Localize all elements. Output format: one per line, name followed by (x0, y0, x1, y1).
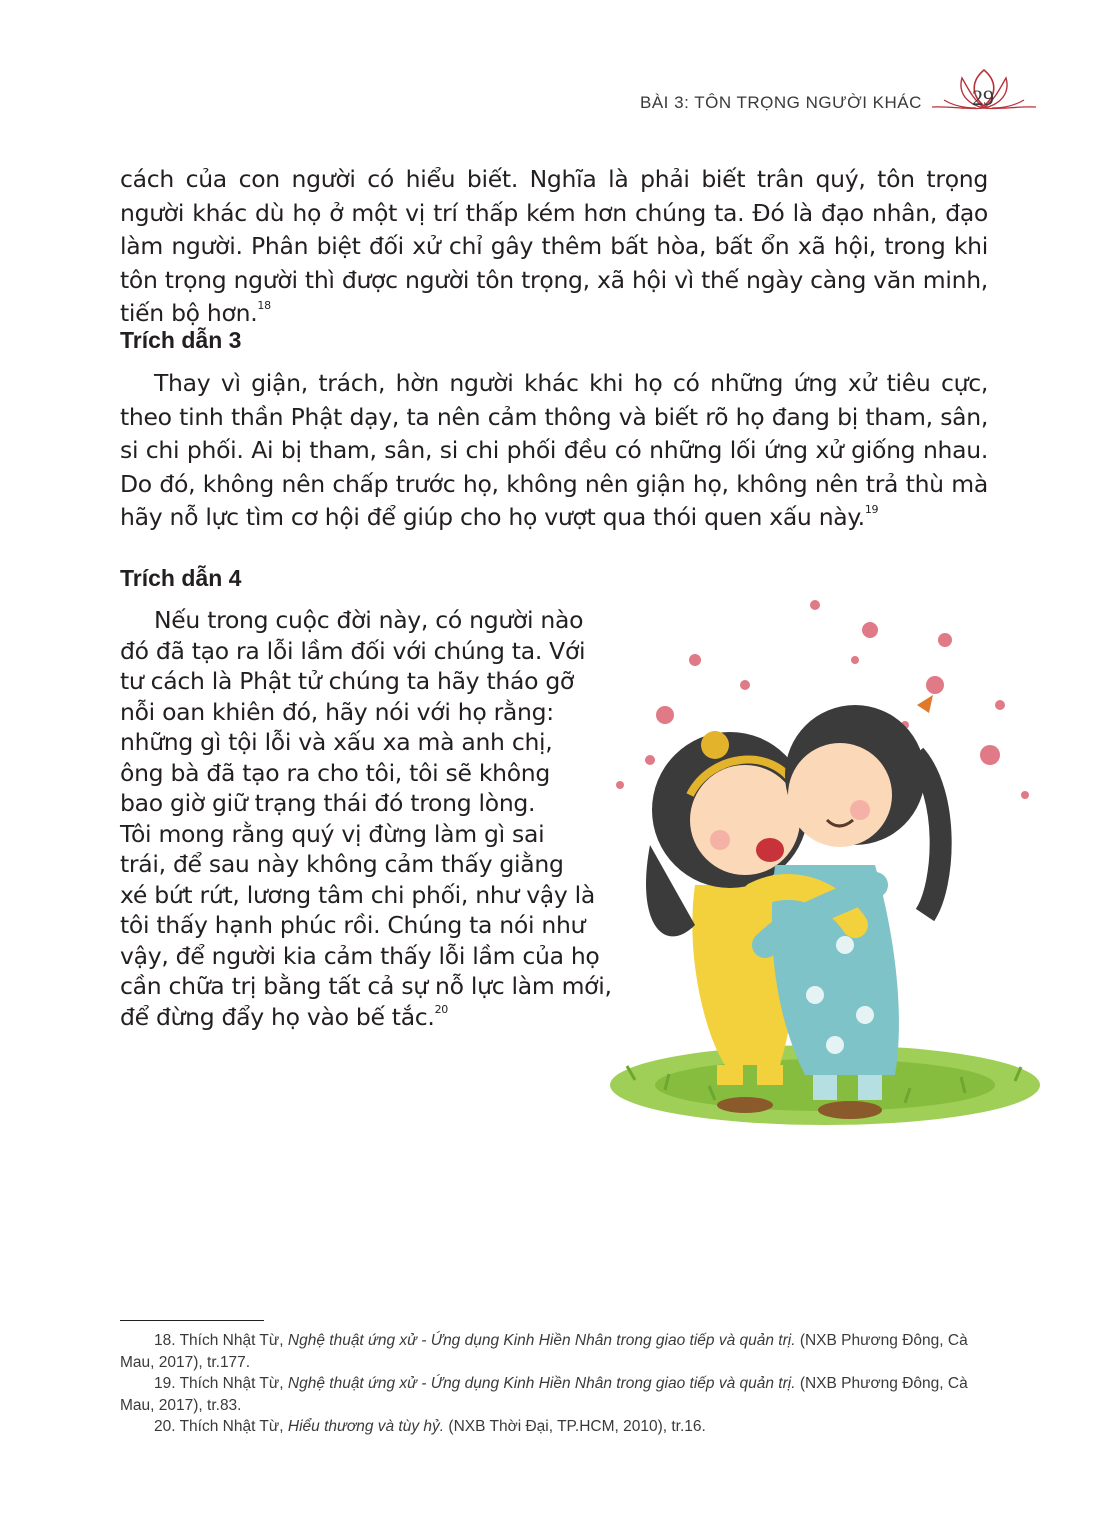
text-line: ông bà đã tạo ra cho tôi, tôi sẽ không (120, 758, 551, 787)
text-line: nỗi oan khiên đó, hãy nói với họ rằng: (120, 697, 554, 726)
footnote (120, 1330, 988, 1373)
text-line: trái, để sau này không cảm thấy giằng (120, 850, 564, 878)
hugging-girls-illustration (605, 595, 1045, 1140)
text-line-content: để đừng đẩy họ vào bế tắc. (120, 1002, 435, 1031)
quote-3-paragraph (120, 367, 988, 535)
text-line: trong khi tôn trọng người thì được người tôn trọng, xã hội vì thế ngày (120, 232, 988, 294)
footnote (120, 1373, 988, 1416)
footnote-ref: 19 (864, 503, 879, 517)
text-line: này. (818, 503, 865, 532)
footnote-publisher: (NXB Phương Đông, Cà Mau, 2017), tr.177. (120, 1332, 968, 1371)
footnote-ref: 20 (434, 1002, 448, 1016)
text-line: bao giờ giữ trạng thái đó trong lòng. (120, 789, 536, 817)
footnote-number: 19. (154, 1375, 176, 1392)
running-header: BÀI 3: TÔN TRỌNG NGƯỜI KHÁC (640, 93, 922, 112)
text-line: tư cách là Phật tử chúng ta hãy tháo gỡ (120, 667, 575, 695)
section-heading: Trích dẫn 4 (120, 565, 242, 591)
text-line: cần chữa trị bằng tất cả sự nỗ lực làm mới, (120, 972, 612, 1000)
footnote-author: Thích Nhật Từ, (179, 1418, 284, 1435)
footnote-author: Thích Nhật Từ, (179, 1375, 284, 1392)
text-line: đạo làm người. Phân biệt đối xử chỉ gây thêm bất hòa, bất ổn xã hội, (120, 198, 988, 261)
text-line (120, 1002, 670, 1033)
text-line: xé bứt rứt, lương tâm chi phối, như vậy là (120, 880, 596, 909)
section-heading: Trích dẫn 3 (120, 327, 242, 353)
text-line: Thay vì giận, trách, hờn người khác khi họ có những ứng xử tiêu cực, (154, 369, 988, 397)
intro-paragraph (120, 163, 988, 331)
text-line: nhau. Do đó, không nên chấp trước họ, không nên giận họ, không nên (120, 436, 988, 498)
footnote (120, 1416, 988, 1438)
text-line: sân, si chi phối. Ai bị tham, sân, si chi phối đều có những lối ứng xử giống (120, 402, 988, 465)
footnote-publisher: (NXB Phương Đông, Cà Mau, 2017), tr.83. (120, 1375, 968, 1414)
text-line: cách của con người có hiểu biết. Nghĩa là phải biết trân quý, tôn trọng (120, 165, 988, 193)
text-line: những gì tội lỗi và xấu xa mà anh chị, (120, 728, 553, 756)
text-line: trả thù mà hãy nỗ lực tìm cơ hội để giúp cho họ vượt qua thói quen xấu (120, 469, 988, 532)
text-line: Nếu trong cuộc đời này, có người nào (154, 606, 584, 634)
text-line: tôi thấy hạnh phúc rồi. Chúng ta nói như (120, 911, 586, 939)
footnote-ref: 18 (257, 299, 271, 313)
footnote-author: Thích Nhật Từ, (179, 1332, 284, 1349)
footnotes (120, 1330, 988, 1438)
text-line: đó đã tạo ra lỗi lầm đối với chúng ta. Với (120, 636, 586, 665)
quote-4-paragraph (120, 605, 670, 1032)
footnote-title: Nghệ thuật ứng xử - Ứng dụng Kinh Hiền Nhân trong giao tiếp và quản trị. (287, 1375, 796, 1392)
footnote-publisher: (NXB Thời Đại, TP.HCM, 2010), tr.16. (448, 1418, 706, 1435)
footnote-title: Nghệ thuật ứng xử - Ứng dụng Kinh Hiền Nhân trong giao tiếp và quản trị. (287, 1332, 796, 1349)
footnote-number: 20. (154, 1418, 176, 1435)
footnote-divider (120, 1320, 264, 1321)
text-line: người khác dù họ ở một vị trí thấp kém hơn chúng ta. Đó là đạo nhân, (120, 198, 946, 227)
page-number: 29 (972, 85, 994, 110)
footnote-title: Hiểu thương và tùy hỷ. (287, 1418, 445, 1435)
footnote-number: 18. (154, 1332, 176, 1349)
text-line: Tôi mong rằng quý vị đừng làm gì sai (120, 819, 545, 848)
text-line: vậy, để người kia cảm thấy lỗi lầm của họ (120, 941, 600, 970)
text-line: theo tinh thần Phật dạy, ta nên cảm thông và biết rõ họ đang bị tham, (120, 402, 941, 431)
text-line: càng văn minh, tiến bộ hơn. (120, 265, 988, 328)
